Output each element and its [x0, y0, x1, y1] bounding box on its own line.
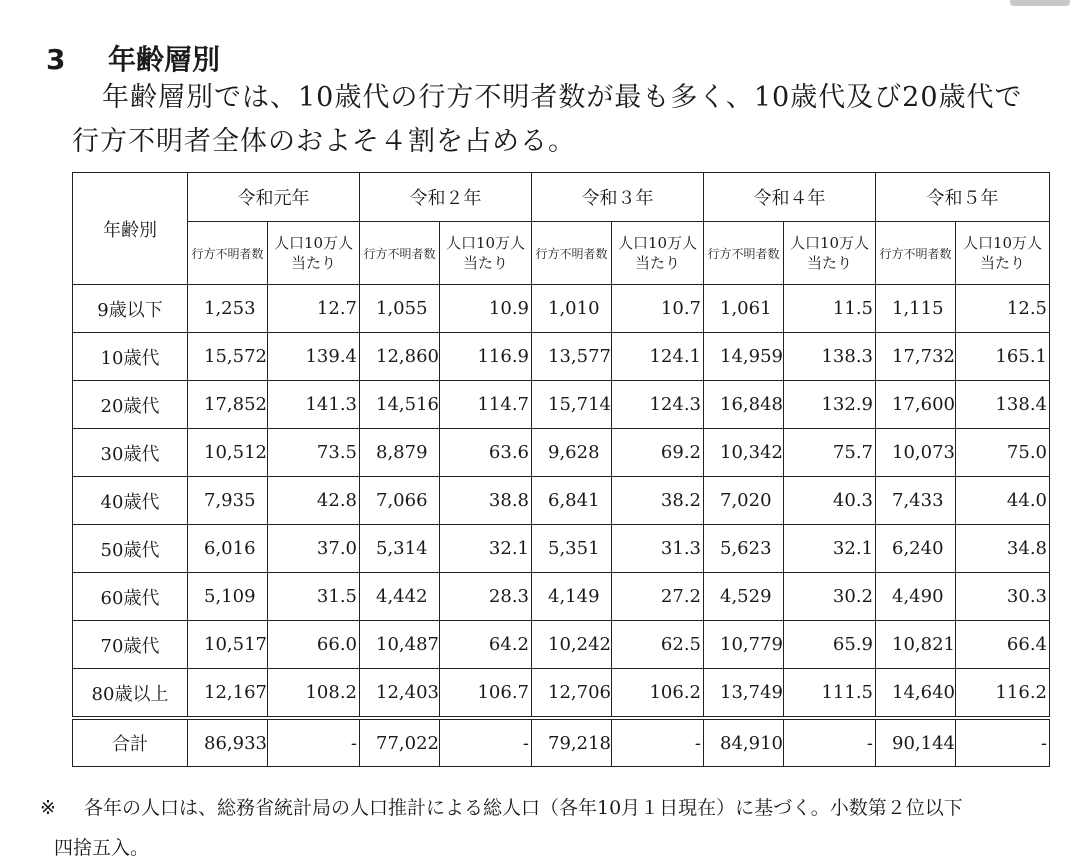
rate-per-100k-cell: 38.8 — [440, 477, 532, 525]
year-header: 令和元年 — [188, 173, 360, 222]
rate-per-100k-cell: 63.6 — [440, 429, 532, 477]
table-total-row — [73, 718, 1050, 767]
year-header: 令和３年 — [532, 173, 704, 222]
age-group-cell: 60歳代 — [73, 573, 188, 621]
rate-per-100k-cell: - — [956, 718, 1050, 767]
intro-line-2: 行方不明者全体のおよそ４割を占める。 — [72, 126, 576, 157]
missing-count-cell: 7,935 — [188, 477, 268, 525]
rate-per-100k-cell: 106.2 — [612, 669, 704, 719]
age-group-cell: 20歳代 — [73, 381, 188, 429]
missing-count-cell: 6,240 — [876, 525, 956, 573]
rate-per-100k-cell: 30.2 — [784, 573, 876, 621]
rate-per-100k-cell: 44.0 — [956, 477, 1050, 525]
rate-per-100k-cell: 40.3 — [784, 477, 876, 525]
missing-count-cell: 5,351 — [532, 525, 612, 573]
rate-per-100k-cell: 116.9 — [440, 333, 532, 381]
rate-per-100k-cell: 31.5 — [268, 573, 360, 621]
missing-count-cell: 10,821 — [876, 621, 956, 669]
missing-count-cell: 1,115 — [876, 285, 956, 333]
rate-per-100k-cell: 108.2 — [268, 669, 360, 719]
table-row — [73, 381, 1050, 429]
rate-subheader: 人口10万人当たり — [784, 222, 876, 285]
missing-count-cell: 7,433 — [876, 477, 956, 525]
rate-per-100k-cell: 141.3 — [268, 381, 360, 429]
missing-count-cell: 1,061 — [704, 285, 784, 333]
missing-count-cell: 15,572 — [188, 333, 268, 381]
rate-per-100k-cell: 114.7 — [440, 381, 532, 429]
missing-count-cell: 12,167 — [188, 669, 268, 719]
table-row — [73, 573, 1050, 621]
rate-per-100k-cell: 37.0 — [268, 525, 360, 573]
rate-per-100k-cell: 62.5 — [612, 621, 704, 669]
age-group-cell: 合計 — [73, 718, 188, 767]
count-subheader: 行方不明者数 — [188, 222, 268, 285]
missing-count-cell: 86,933 — [188, 718, 268, 767]
rate-per-100k-cell: 132.9 — [784, 381, 876, 429]
rate-per-100k-cell: - — [612, 718, 704, 767]
rate-per-100k-cell: 73.5 — [268, 429, 360, 477]
table-row — [73, 525, 1050, 573]
footnote-line-2: 四捨五入。 — [54, 837, 150, 859]
rate-subheader: 人口10万人当たり — [268, 222, 360, 285]
missing-count-cell: 5,623 — [704, 525, 784, 573]
missing-count-cell: 17,732 — [876, 333, 956, 381]
missing-count-cell: 1,055 — [360, 285, 440, 333]
missing-count-cell: 1,253 — [188, 285, 268, 333]
missing-count-cell: 4,529 — [704, 573, 784, 621]
rate-per-100k-cell: 42.8 — [268, 477, 360, 525]
rate-per-100k-cell: 32.1 — [784, 525, 876, 573]
missing-count-cell: 4,490 — [876, 573, 956, 621]
section-title: 年齢層別 — [108, 43, 221, 76]
table-body — [73, 285, 1050, 767]
missing-count-cell: 14,959 — [704, 333, 784, 381]
missing-count-cell: 79,218 — [532, 718, 612, 767]
age-group-cell: 80歳以上 — [73, 669, 188, 719]
section-heading — [46, 38, 220, 78]
rate-per-100k-cell: 116.2 — [956, 669, 1050, 719]
rate-subheader: 人口10万人当たり — [612, 222, 704, 285]
table-row — [73, 621, 1050, 669]
footnote-mark: ※ — [40, 797, 56, 819]
missing-count-cell: 5,314 — [360, 525, 440, 573]
count-subheader: 行方不明者数 — [876, 222, 956, 285]
missing-count-cell: 14,516 — [360, 381, 440, 429]
rate-per-100k-cell: 75.0 — [956, 429, 1050, 477]
missing-count-cell: 10,073 — [876, 429, 956, 477]
rate-per-100k-cell: 32.1 — [440, 525, 532, 573]
rate-per-100k-cell: 10.9 — [440, 285, 532, 333]
age-group-cell: 70歳代 — [73, 621, 188, 669]
rate-per-100k-cell: 31.3 — [612, 525, 704, 573]
missing-count-cell: 7,020 — [704, 477, 784, 525]
missing-count-cell: 10,342 — [704, 429, 784, 477]
missing-count-cell: 14,640 — [876, 669, 956, 719]
rate-per-100k-cell: 138.3 — [784, 333, 876, 381]
missing-count-cell: 5,109 — [188, 573, 268, 621]
intro-paragraph — [72, 76, 1062, 164]
missing-count-cell: 13,749 — [704, 669, 784, 719]
year-header: 令和４年 — [704, 173, 876, 222]
rate-per-100k-cell: 138.4 — [956, 381, 1050, 429]
missing-count-cell: 84,910 — [704, 718, 784, 767]
rate-per-100k-cell: 165.1 — [956, 333, 1050, 381]
table-row — [73, 669, 1050, 719]
rate-per-100k-cell: 65.9 — [784, 621, 876, 669]
intro-line-1: 年齢層別では、10歳代の行方不明者数が最も多く、10歳代及び20歳代で — [102, 82, 1023, 113]
age-group-cell: 30歳代 — [73, 429, 188, 477]
rate-per-100k-cell: - — [268, 718, 360, 767]
rate-subheader: 人口10万人当たり — [956, 222, 1050, 285]
missing-count-cell: 9,628 — [532, 429, 612, 477]
missing-count-cell: 12,403 — [360, 669, 440, 719]
missing-count-cell: 17,600 — [876, 381, 956, 429]
missing-count-cell: 10,517 — [188, 621, 268, 669]
missing-persons-by-age-table — [72, 172, 1050, 767]
rate-per-100k-cell: 10.7 — [612, 285, 704, 333]
rate-per-100k-cell: 66.0 — [268, 621, 360, 669]
missing-count-cell: 6,016 — [188, 525, 268, 573]
missing-count-cell: 10,242 — [532, 621, 612, 669]
rate-per-100k-cell: 66.4 — [956, 621, 1050, 669]
missing-count-cell: 17,852 — [188, 381, 268, 429]
rate-per-100k-cell: 30.3 — [956, 573, 1050, 621]
rate-subheader: 人口10万人当たり — [440, 222, 532, 285]
rate-per-100k-cell: 38.2 — [612, 477, 704, 525]
missing-count-cell: 77,022 — [360, 718, 440, 767]
footnote-line-1: 各年の人口は、総務省統計局の人口推計による総人口（各年10月１日現在）に基づく。小数第２位以下 — [84, 797, 963, 819]
rate-per-100k-cell: - — [440, 718, 532, 767]
age-group-cell: 40歳代 — [73, 477, 188, 525]
missing-count-cell: 13,577 — [532, 333, 612, 381]
missing-count-cell: 12,706 — [532, 669, 612, 719]
missing-count-cell: 4,149 — [532, 573, 612, 621]
rate-per-100k-cell: 111.5 — [784, 669, 876, 719]
rate-per-100k-cell: 69.2 — [612, 429, 704, 477]
missing-count-cell: 7,066 — [360, 477, 440, 525]
rate-per-100k-cell: 11.5 — [784, 285, 876, 333]
missing-count-cell: 90,144 — [876, 718, 956, 767]
rate-per-100k-cell: 34.8 — [956, 525, 1050, 573]
missing-count-cell: 10,512 — [188, 429, 268, 477]
section-number: 3 — [46, 43, 66, 76]
footnote — [40, 788, 963, 868]
rate-per-100k-cell: - — [784, 718, 876, 767]
missing-count-cell: 15,714 — [532, 381, 612, 429]
missing-count-cell: 10,487 — [360, 621, 440, 669]
count-subheader: 行方不明者数 — [532, 222, 612, 285]
count-subheader: 行方不明者数 — [360, 222, 440, 285]
rate-per-100k-cell: 64.2 — [440, 621, 532, 669]
scrollbar-thumb[interactable] — [1010, 0, 1070, 6]
missing-count-cell: 6,841 — [532, 477, 612, 525]
rate-per-100k-cell: 27.2 — [612, 573, 704, 621]
table-row — [73, 333, 1050, 381]
rate-per-100k-cell: 75.7 — [784, 429, 876, 477]
missing-count-cell: 16,848 — [704, 381, 784, 429]
rate-per-100k-cell: 124.1 — [612, 333, 704, 381]
year-header: 令和２年 — [360, 173, 532, 222]
age-group-cell: 9歳以下 — [73, 285, 188, 333]
missing-count-cell: 1,010 — [532, 285, 612, 333]
rate-per-100k-cell: 139.4 — [268, 333, 360, 381]
rate-per-100k-cell: 12.7 — [268, 285, 360, 333]
age-column-header: 年齢別 — [73, 173, 188, 285]
table-row — [73, 429, 1050, 477]
missing-count-cell: 8,879 — [360, 429, 440, 477]
missing-count-cell: 10,779 — [704, 621, 784, 669]
table-row — [73, 477, 1050, 525]
table-row — [73, 285, 1050, 333]
missing-count-cell: 4,442 — [360, 573, 440, 621]
rate-per-100k-cell: 12.5 — [956, 285, 1050, 333]
age-group-cell: 50歳代 — [73, 525, 188, 573]
count-subheader: 行方不明者数 — [704, 222, 784, 285]
missing-count-cell: 12,860 — [360, 333, 440, 381]
rate-per-100k-cell: 106.7 — [440, 669, 532, 719]
rate-per-100k-cell: 28.3 — [440, 573, 532, 621]
age-group-cell: 10歳代 — [73, 333, 188, 381]
year-header: 令和５年 — [876, 173, 1050, 222]
rate-per-100k-cell: 124.3 — [612, 381, 704, 429]
cropped-caption — [420, 858, 680, 866]
